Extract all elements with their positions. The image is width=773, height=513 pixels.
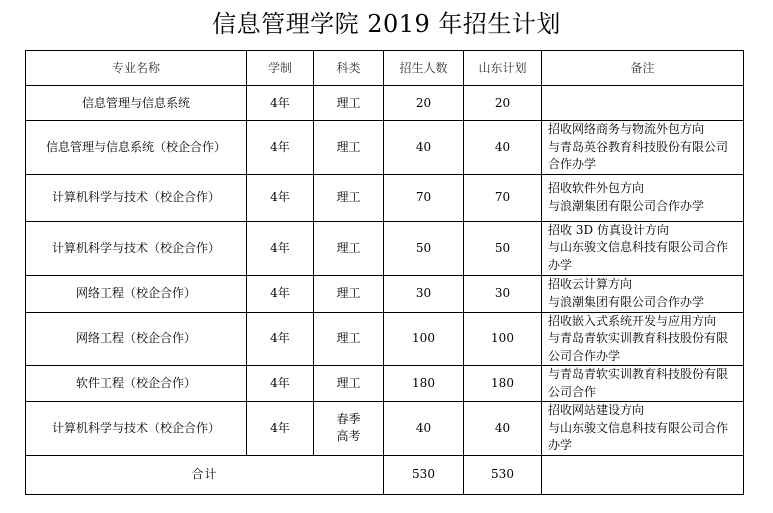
total-enroll-cell: 530 — [384, 455, 464, 494]
category-line: 春季 — [336, 412, 361, 427]
category-cell: 理工 — [314, 275, 384, 312]
header-category: 科类 — [314, 51, 384, 86]
category-cell: 理工 — [314, 86, 384, 121]
duration-cell: 4年 — [247, 312, 314, 366]
enroll-cell: 70 — [384, 174, 464, 221]
shandong-cell: 40 — [464, 402, 542, 456]
header-major: 专业名称 — [26, 51, 247, 86]
notes-cell — [542, 275, 744, 312]
enroll-cell: 20 — [384, 86, 464, 121]
note-line: 招收网站建设方向 — [548, 403, 645, 417]
category-cell: 理工 — [314, 312, 384, 366]
note-line: 与青岛青软实训教育科技股份有限 — [548, 331, 729, 345]
enrollment-plan-table — [25, 50, 744, 495]
total-row — [26, 455, 744, 494]
header-shandong-plan: 山东计划 — [464, 51, 542, 86]
table-row — [26, 312, 744, 366]
notes-cell — [542, 121, 744, 175]
note-line: 招收网络商务与物流外包方向 — [548, 122, 705, 136]
duration-cell: 4年 — [247, 366, 314, 402]
table-row — [26, 174, 744, 221]
notes-cell — [542, 366, 744, 402]
shandong-cell: 20 — [464, 86, 542, 121]
note-line: 与青岛青软实训教育科技股份有限 — [548, 367, 729, 381]
table-row — [26, 86, 744, 121]
total-notes-cell — [542, 455, 744, 494]
note-line: 公司合作 — [548, 384, 597, 399]
note-line: 招收 3D 仿真设计方向 — [548, 222, 669, 237]
category-cell — [314, 402, 384, 456]
table-row — [26, 402, 744, 456]
major-cell: 计算机科学与技术（校企合作） — [26, 174, 247, 221]
major-cell: 网络工程（校企合作） — [26, 312, 247, 366]
duration-cell: 4年 — [247, 402, 314, 456]
note-line: 与山东骏文信息科技有限公司合作 — [548, 420, 729, 435]
enroll-cell: 40 — [384, 121, 464, 175]
category-line: 高考 — [336, 429, 361, 444]
notes-cell — [542, 312, 744, 366]
shandong-cell: 40 — [464, 121, 542, 175]
enroll-cell: 180 — [384, 366, 464, 402]
notes-cell — [542, 402, 744, 456]
note-line: 与浪潮集团有限公司合作办学 — [548, 198, 705, 213]
major-cell: 软件工程（校企合作） — [26, 366, 247, 402]
major-cell: 计算机科学与技术（校企合作） — [26, 402, 247, 456]
page-title: 信息管理学院 2019 年招生计划 — [212, 10, 561, 38]
shandong-cell: 100 — [464, 312, 542, 366]
category-cell: 理工 — [314, 366, 384, 402]
major-cell: 信息管理与信息系统（校企合作） — [26, 121, 247, 175]
table-row — [26, 221, 744, 275]
note-line: 招收软件外包方向 — [548, 181, 645, 195]
shandong-cell: 180 — [464, 366, 542, 402]
note-line: 与青岛英谷教育科技股份有限公司 — [548, 139, 729, 154]
major-cell: 计算机科学与技术（校企合作） — [26, 221, 247, 275]
note-line: 招收云计算方向 — [548, 277, 633, 291]
major-cell: 网络工程（校企合作） — [26, 275, 247, 312]
table-row — [26, 366, 744, 402]
shandong-cell: 50 — [464, 221, 542, 275]
shandong-cell: 70 — [464, 174, 542, 221]
table-row — [26, 275, 744, 312]
notes-cell — [542, 221, 744, 275]
category-cell: 理工 — [314, 121, 384, 175]
table-row — [26, 121, 744, 175]
total-shandong-cell: 530 — [464, 455, 542, 494]
note-line: 与浪潮集团有限公司合作办学 — [548, 294, 705, 309]
enroll-cell: 30 — [384, 275, 464, 312]
note-line: 与山东骏文信息科技有限公司合作 — [548, 240, 729, 255]
duration-cell: 4年 — [247, 221, 314, 275]
header-notes: 备注 — [542, 51, 744, 86]
shandong-cell: 30 — [464, 275, 542, 312]
table-header-row — [26, 51, 744, 86]
duration-cell: 4年 — [247, 86, 314, 121]
duration-cell: 4年 — [247, 174, 314, 221]
note-line: 办学 — [548, 257, 573, 272]
note-line: 公司合作办学 — [548, 348, 621, 363]
enroll-cell: 40 — [384, 402, 464, 456]
note-line: 招收嵌入式系统开发与应用方向 — [548, 313, 717, 328]
note-line: 办学 — [548, 438, 573, 452]
major-cell: 信息管理与信息系统 — [26, 86, 247, 121]
total-label: 合计 — [26, 455, 384, 494]
duration-cell: 4年 — [247, 275, 314, 312]
header-duration: 学制 — [247, 51, 314, 86]
notes-cell — [542, 86, 744, 121]
category-cell: 理工 — [314, 174, 384, 221]
note-line: 合作办学 — [548, 157, 597, 171]
category-cell: 理工 — [314, 221, 384, 275]
notes-cell — [542, 174, 744, 221]
duration-cell: 4年 — [247, 121, 314, 175]
header-enroll-count: 招生人数 — [384, 51, 464, 86]
enroll-cell: 100 — [384, 312, 464, 366]
enroll-cell: 50 — [384, 221, 464, 275]
